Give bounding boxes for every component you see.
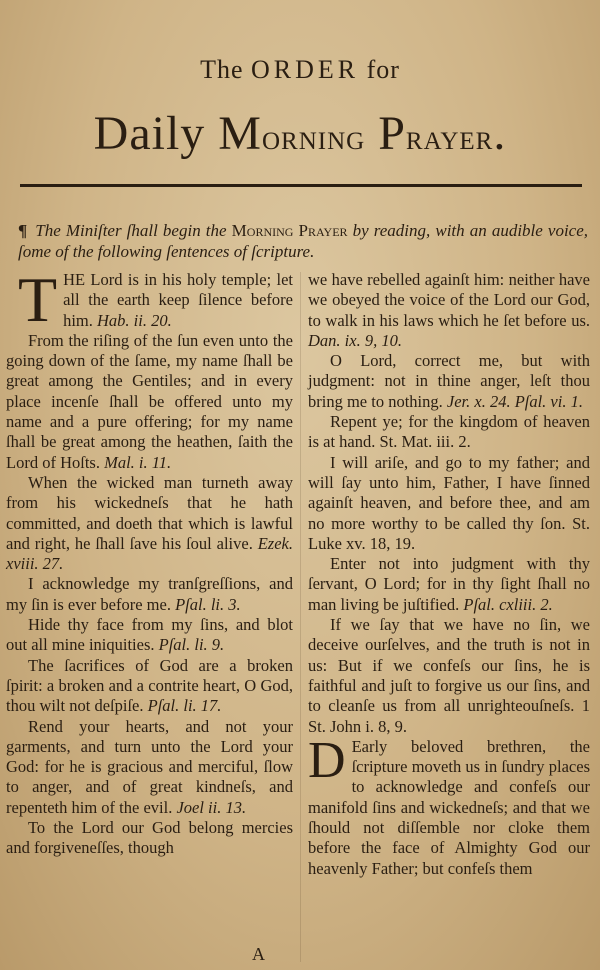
ref-psal-cxliii: Pſal. cxliii. 2. (463, 594, 553, 614)
title-the: The (200, 55, 244, 84)
sentence-jer: O Lord, correct me, but with judgment: not in thine anger, leſt thou bring me to nothing. Jer. x. 24. Pſal. vi. 1. (308, 351, 590, 411)
ref-jer: Jer. x. 24. Pſal. vi. 1. (446, 391, 583, 411)
left-column (6, 264, 293, 859)
signature-mark: A (252, 944, 265, 964)
ref-hab: Hab. ii. 20. (97, 310, 172, 330)
pilcrow-icon: ¶ (18, 221, 28, 240)
sentence-mat: Repent ye; for the kingdom of heaven is at hand. St. Mat. iii. 2. (308, 412, 590, 452)
rubric-part1: The Miniſter ſhall begin the (35, 221, 227, 240)
sentence-john: If we ſay that we have no ſin, we deceive ourſelves, and the truth is not in us: But if we confeſs our ſins, he is faithful and juſt to forgive us our ſins, and to cleanſe us from all unrighteouſneſs. 1 St. John i. 8, 9. (308, 615, 590, 736)
ref-ezek: Ezek. xviii. 27. (6, 533, 293, 574)
sentence-dan-end: we have rebelled againſt him: neither have we obeyed the voice of the Lord our God, to walk in his laws which he ſet before us. Dan. ix. 9, 10. (308, 270, 590, 350)
title-morning: Morning (218, 107, 366, 160)
page-title-line1 (0, 55, 600, 85)
sentence-hab: THE Lord is in his holy temple; let all the earth keep ſilence before him. Hab. ii. 20. (18, 264, 293, 335)
sentence-mal: From the riſing of the ſun even unto the going down of the ſame, my name ſhall be great among the Gentiles; and in every place incenſe ſhall be offered unto my name and a pure offering; for my name ſhall be great among the heathen, ſaith the Lord of Hoſts. Mal. i. 11. (6, 330, 293, 472)
rubric-part2: by reading, with an audible voice, ſome of the following ſentences of ſcripture. (18, 221, 589, 261)
ref-joel: Joel ii. 13. (176, 797, 247, 817)
right-column (308, 270, 590, 879)
sentence-psal-9: Hide thy face from my ſins, and blot out all mine iniquities. Pſal. li. 9. (6, 615, 293, 655)
ref-mal: Mal. i. 11. (104, 452, 172, 472)
sentence-joel: Rend your hearts, and not your garments, and turn unto the Lord your God: for he is gracious and merciful, ſlow to anger, and of great kindneſs, and repenteth him of the evil. Joel ii. 13. (6, 716, 293, 817)
page-title-line2 (0, 106, 600, 161)
drop-cap-d: D (308, 731, 346, 789)
sentence-ezek: When the wicked man turneth away from his wickedneſs that he hath committed, and doeth that which is lawful and right, he ſhall ſave his ſoul alive. Ezek. xviii. 27. (6, 472, 293, 574)
title-prayer: Prayer. (378, 107, 507, 160)
ref-psal-3: Pſal. li. 3. (175, 594, 241, 614)
ref-psal-9: Pſal. li. 9. (158, 635, 225, 655)
rubric-caps: Morning Prayer (231, 221, 348, 240)
rubric-instruction (18, 220, 588, 262)
title-for: for (366, 55, 400, 84)
ref-psal-17: Pſal. li. 17. (147, 696, 222, 716)
title-daily: Daily (93, 107, 206, 160)
sentence-luke: I will ariſe, and go to my father; and will ſay unto him, Father, I have ſinned againſt heaven, and before thee, and am no more worthy to be called thy ſon. St. Luke xv. 18, 19. (308, 452, 590, 553)
exhortation: D Early beloved brethren, the ſcripture moveth us in ſundry places to acknowledge and confeſs our manifold ſins and wickedneſs; and that we ſhould not diſſemble nor cloke them before the face of Almighty God our heavenly Father; but confeſs them (308, 731, 590, 878)
title-rule (20, 184, 582, 187)
drop-cap-t: T (18, 264, 58, 335)
column-gutter (300, 272, 301, 962)
sentence-dan-start: To the Lord our God belong mercies and forgiveneſſes, though (6, 818, 293, 858)
sentence-psal-3: I acknowledge my tranſgreſſions, and my ſin is ever before me. Pſal. li. 3. (6, 574, 293, 614)
sentence-psal-17: The ſacrifices of God are a broken ſpirit: a broken and a contrite heart, O God, thou wilt not deſpiſe. Pſal. li. 17. (6, 655, 293, 716)
ref-dan: Dan. ix. 9, 10. (308, 330, 402, 350)
sentence-psal-cxliii: Enter not into judgment with thy ſervant, O Lord; for in thy ſight ſhall no man living be juſtified. Pſal. cxliii. 2. (308, 554, 590, 614)
title-order: ORDER (250, 55, 360, 84)
